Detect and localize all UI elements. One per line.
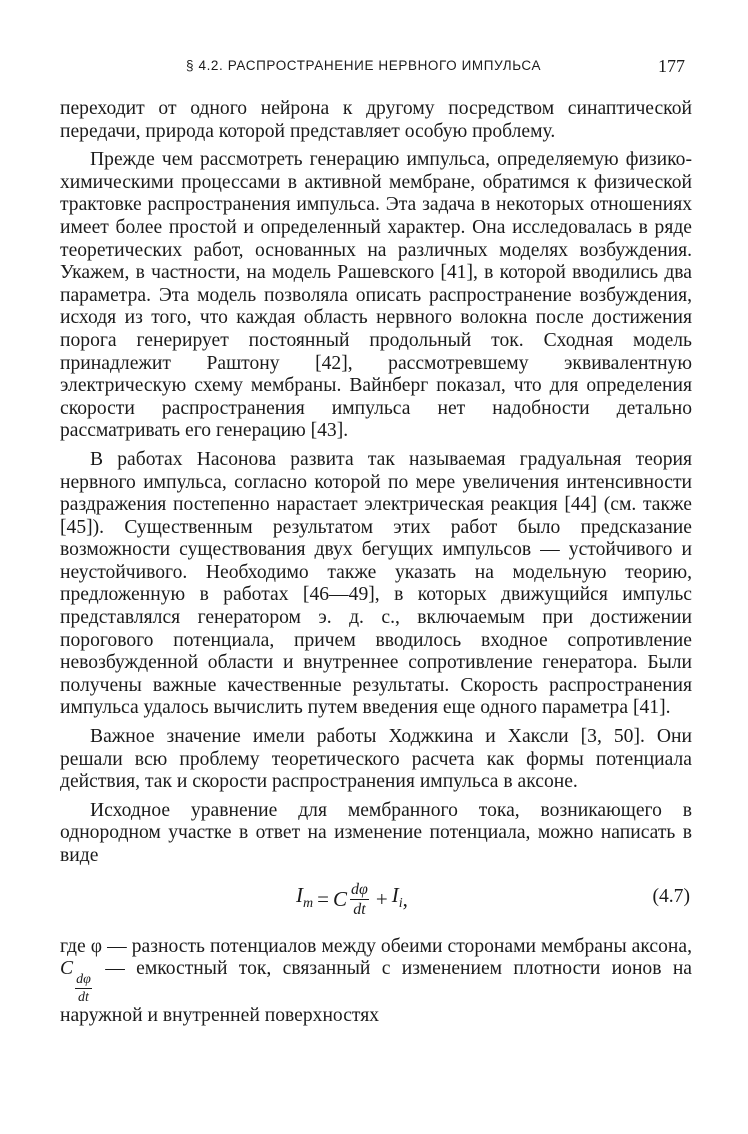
section-title: § 4.2. РАСПРОСТРАНЕНИЕ НЕРВНОГО ИМПУЛЬСА bbox=[186, 58, 542, 73]
fraction-denominator: dt bbox=[353, 900, 366, 918]
equation-block bbox=[60, 870, 692, 932]
plus-sign: + bbox=[375, 887, 388, 912]
after-eq-text-1: где φ — разность потенциалов между обеими сторонами мембраны аксона, bbox=[60, 935, 692, 957]
inline-coefficient: C bbox=[60, 958, 74, 980]
running-header bbox=[0, 58, 748, 80]
paragraph-nasonov-theory: В работах Насонова развита так называемая градуальная теория нервного импульса, согласно которой по мере увеличения интенсивности раздражения постепенно нарастает электрическая реакция [44] (см. также [45]). Существенным результатом этих работ было предсказание возможности существования двух бегущих импульсов — устойчивого и неустойчивого. Необходимо также указать на модельную теорию, предложенную в работах [46—49], в которых движущийся импульс представлялся генератором э. д. с., включаемым при достижении порогового потенциала, причем вводилось входное сопротивление невозбужденной области и внутреннее сопротивление генератора. Были получены важные качественные результаты. Скорость распространения импульса удалось вычислить путем введения еще одного параметра [41]. bbox=[60, 448, 692, 719]
body-text bbox=[60, 98, 692, 1028]
inline-fraction-denominator: dt bbox=[78, 990, 89, 1006]
equals-sign: = bbox=[317, 887, 329, 912]
equation-4-7 bbox=[296, 882, 408, 918]
paragraph-membrane-current-intro: Исходное уравнение для мембранного тока, возникающего в однородном участке в ответ на изменение потенциала, можно написать в виде bbox=[60, 799, 692, 866]
inline-derivative-fraction bbox=[75, 973, 92, 1005]
equation-number: (4.7) bbox=[652, 885, 690, 907]
equation-coefficient: C bbox=[332, 887, 347, 912]
equation-comma: , bbox=[402, 887, 408, 912]
equation-term: $I_i$ bbox=[391, 882, 403, 911]
paragraph-after-equation bbox=[60, 936, 692, 1028]
page-number: 177 bbox=[658, 56, 685, 76]
fraction-numerator: dφ bbox=[350, 880, 368, 898]
equation-lhs: $I_m$ bbox=[296, 882, 314, 911]
paragraph-hodgkin-huxley: Важное значение имели работы Ходжкина и Хаксли [3, 50]. Они решали всю проблему теоретического расчета как формы потенциала действия, так и скорости распространения импульса в аксоне. bbox=[60, 726, 692, 793]
after-eq-text-2: — емкостный ток, связанный с изменением плотности ионов на наружной и внутренней поверхностях bbox=[60, 958, 693, 1027]
paragraph-continuation: переходит от одного нейрона к другому посредством синаптической передачи, природа которой представляет особую проблему. bbox=[60, 98, 692, 142]
paragraph-impulse-propagation: Прежде чем рассмотреть генерацию импульса, определяемую физико-химическими процессами в активной мембране, обратимся к физической трактовке распространения импульса. Эта задача в некоторых отношениях имеет более простой и определенный характер. Она исследовалась в ряде теоретических работ, основанных на различных моделях возбуждения. Укажем, в частности, на модель Рашевского [41], в которой вводились два параметра. Эта модель позволяла описать распространение возбуждения, исходя из того, что каждая область нервного волокна после достижения порога генерирует постоянный продольный ток. Сходная модель принадлежит Раштону [42], рассмотревшему эквивалентную электрическую схему мембраны. Вайнберг показал, что для определения скорости распространения импульса нет надобности детально рассматривать его генерацию [43]. bbox=[60, 149, 692, 442]
derivative-fraction bbox=[350, 882, 369, 918]
inline-fraction-numerator: dφ bbox=[76, 972, 91, 988]
